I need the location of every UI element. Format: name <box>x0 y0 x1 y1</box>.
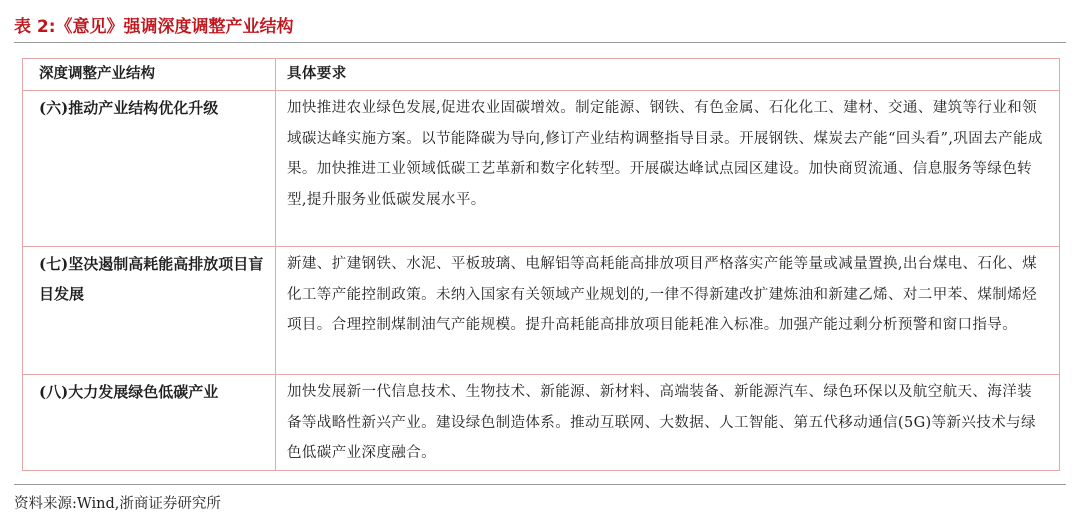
title-bar <box>14 8 1066 43</box>
table-row <box>23 374 1059 470</box>
row-requirement: 加快推进农业绿色发展,促进农业固碳增效。制定能源、钢铁、有色金属、石化化工、建材、交通、建筑等行业和领域碳达峰实施方案。以节能降碳为导向,修订产业结构调整指导目录。开展钢铁、煤炭去产能“回头看”,巩固去产能成果。加快推进工业领域低碳工艺革新和数字化转型。开展碳达峰试点园区建设。加快商贸流通、信息服务等绿色转型,提升服务业低碳发展水平。 <box>287 100 1043 208</box>
header-requirement: 具体要求 <box>287 65 347 82</box>
table-row <box>23 246 1059 374</box>
row-requirement: 加快发展新一代信息技术、生物技术、新能源、新材料、高端装备、新能源汽车、绿色环保以及航空航天、海洋装备等战略性新兴产业。建设绿色制造体系。推动互联网、大数据、人工智能、第五代移动通信(5G)等新兴技术与绿色低碳产业深度融合。 <box>287 384 1036 461</box>
table-header-row <box>23 59 1059 90</box>
row-category: (七)坚决遏制高耗能高排放项目盲目发展 <box>23 247 276 374</box>
table-title: 表 2:《意见》强调深度调整产业结构 <box>14 17 294 37</box>
row-category: (八)大力发展绿色低碳产业 <box>23 375 276 470</box>
source-note: 资料来源:Wind,浙商证券研究所 <box>14 496 221 512</box>
policy-table <box>22 58 1060 471</box>
row-requirement: 新建、扩建钢铁、水泥、平板玻璃、电解铝等高耗能高排放项目严格落实产能等量或减量置换,出台煤电、石化、煤化工等产能控制政策。未纳入国家有关领域产业规划的,一律不得新建改扩建炼油和新建乙烯、对二甲苯、煤制烯烃项目。合理控制煤制油气产能规模。提升高耗能高排放项目能耗准入标准。加强产能过剩分析预警和窗口指导。 <box>287 256 1038 333</box>
header-category: 深度调整产业结构 <box>23 59 276 90</box>
table-row <box>23 90 1059 246</box>
bottom-divider <box>14 484 1066 485</box>
row-category: (六)推动产业结构优化升级 <box>23 91 276 246</box>
